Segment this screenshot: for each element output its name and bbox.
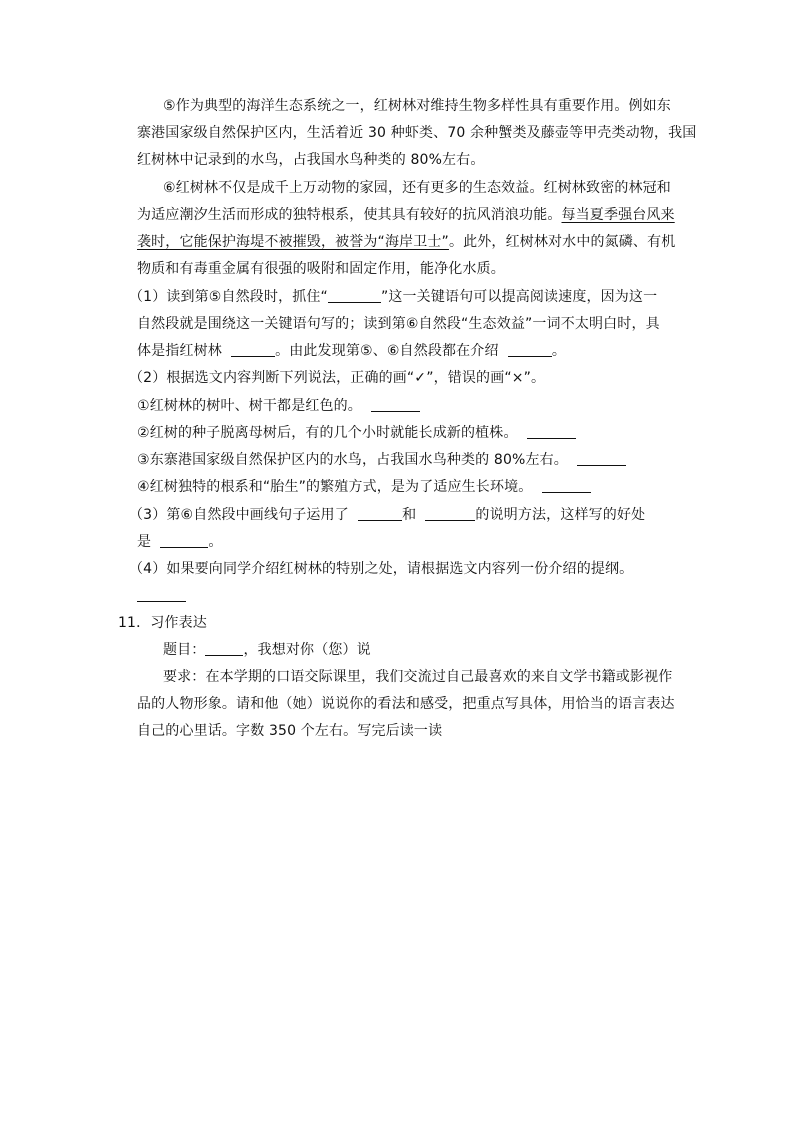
paragraph-5-line-1: ⑤作为典型的海洋生态系统之一，红树林对维持生物多样性具有重要作用。例如东 [163, 98, 671, 114]
essay-requirement-line-3: 自己的心里话。字数 350 个左右。写完后读一读 [137, 723, 443, 739]
answer-blank-item-2[interactable] [527, 424, 576, 439]
answer-blank-method-1[interactable] [358, 506, 402, 521]
question-1-text-f: 。 [551, 343, 566, 359]
question-3-text-c: 的说明方法，这样写的好处 [475, 507, 646, 523]
essay-topic-text: ，我想对你（您）说 [243, 642, 371, 658]
question-2-item-1-text: ①红树林的树叶、树干都是红色的。 [137, 398, 362, 414]
question-1-line-1 [129, 288, 657, 306]
answer-blank-key-sentence[interactable] [328, 288, 381, 303]
question-2-item-4 [137, 478, 591, 496]
answer-blank-item-3[interactable] [577, 451, 626, 466]
answer-blank-topic[interactable] [205, 641, 243, 656]
question-1-text-a: （1）读到第⑤自然段时，抓住“ [129, 289, 328, 305]
paragraph-6-line-2-text: 为适应潮汐生活而形成的独特根系，使其具有较好的抗风消浪功能。 [137, 207, 562, 223]
question-2-item-4-text: ④红树独特的根系和“胎生”的繁殖方式，是为了适应生长环境。 [137, 479, 533, 495]
question-1-text-b: ”这一关键语句可以提高阅读速度，因为这一 [380, 289, 658, 305]
answer-blank-benefit[interactable] [160, 533, 208, 548]
question-2-item-3 [137, 451, 626, 469]
question-1-text-e: 。由此发现第⑤、⑥自然段都在介绍 [275, 343, 499, 359]
question-1-line-2: 自然段就是围绕这一关键语句写的；读到第⑥自然段“生态效益”一词不太明白时，具 [137, 316, 660, 332]
underlined-sentence-part-1: 每当夏季强台风来 [561, 207, 675, 223]
question-2-intro: （2）根据选文内容判断下列说法，正确的画“✓”，错误的画“×”。 [129, 370, 546, 386]
underlined-sentence-part-2: 袭时，它能保护海堤不被摧毁，被誉为“海岸卫士” [137, 234, 449, 250]
question-3-text-b: 和 [402, 507, 417, 523]
answer-blank-item-1[interactable] [371, 397, 420, 412]
question-4-text: （4）如果要向同学介绍红树林的特别之处，请根据选文内容列一份介绍的提纲。 [129, 561, 634, 577]
question-3-line-2 [137, 533, 223, 551]
question-1-line-3 [137, 342, 566, 360]
question-3-text-e: 。 [208, 534, 223, 550]
question-2-item-1 [137, 397, 420, 415]
paragraph-6-line-1: ⑥红树林不仅是成千上万动物的家园，还有更多的生态效益。红树林致密的林冠和 [163, 180, 671, 196]
answer-blank-paragraph-topic[interactable] [508, 342, 552, 357]
answer-blank-method-2[interactable] [425, 506, 475, 521]
answer-blank-outline[interactable] [137, 587, 186, 602]
question-3-text-a: （3）第⑥自然段中画线句子运用了 [129, 507, 349, 523]
paragraph-6-line-3-text: 。此外，红树林对水中的氮磷、有机 [448, 234, 676, 250]
question-1-text-d: 体是指红树林 [137, 343, 222, 359]
paragraph-5-line-3: 红树林中记录到的水鸟，占我国水鸟种类的 80%左右。 [137, 152, 485, 168]
paragraph-5-line-2: 寨港国家级自然保护区内，生活着近 30 种虾类、70 余种蟹类及藤壶等甲壳类动物，我国 [137, 125, 697, 141]
paragraph-6-line-4: 物质和有毒重金属有很强的吸附和固定作用，能净化水质。 [137, 261, 505, 277]
question-11-heading: 11．习作表达 [118, 615, 207, 631]
question-2-item-3-text: ③东寨港国家级自然保护区内的水鸟，占我国水鸟种类的 80%左右。 [137, 452, 568, 468]
essay-requirement-line-1: 要求：在本学期的口语交际课里，我们交流过自己最喜欢的来自文学书籍或影视作 [163, 669, 673, 685]
answer-blank-eco-benefit[interactable] [231, 342, 275, 357]
question-3-text-d: 是 [137, 534, 152, 550]
question-3-line-1 [129, 506, 645, 524]
essay-requirement-line-2: 品的人物形象。请和他（她）说说你的看法和感受，把重点写具体，用恰当的语言表达 [137, 696, 675, 712]
question-2-item-2 [137, 424, 576, 442]
question-2-item-2-text: ②红树的种子脱离母树后，有的几个小时就能长成新的植株。 [137, 425, 518, 441]
answer-blank-item-4[interactable] [542, 478, 591, 493]
essay-topic [163, 641, 371, 659]
paragraph-6-line-2 [137, 206, 675, 224]
paragraph-6-line-3 [137, 233, 675, 251]
essay-topic-label: 题目： [163, 642, 206, 658]
